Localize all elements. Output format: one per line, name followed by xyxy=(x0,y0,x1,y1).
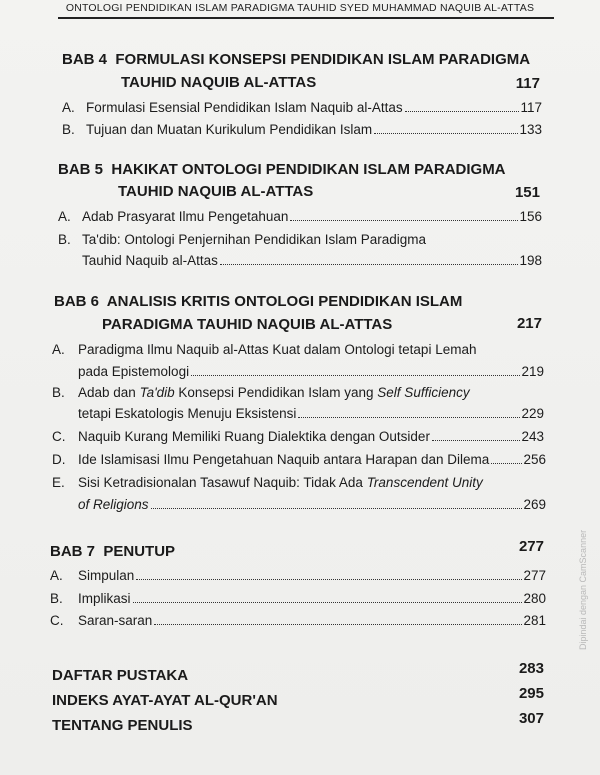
chapter-4-page: 117 xyxy=(515,75,540,92)
toc-entry-6c[interactable] xyxy=(52,427,544,447)
chapter-number: BAB 5 xyxy=(58,161,104,178)
chapter-number: BAB 6 xyxy=(54,293,100,310)
entry-text: Simpulan xyxy=(78,568,135,583)
entry-page: 229 xyxy=(521,406,544,421)
entry-page: 243 xyxy=(521,429,544,444)
toc-entry-5b[interactable] xyxy=(82,251,542,271)
entry-letter: A. xyxy=(58,209,71,224)
entry-page: 156 xyxy=(519,209,542,224)
entry-text: Implikasi xyxy=(78,591,131,606)
chapter-title: FORMULASI KONSEPSI PENDIDIKAN ISLAM PARADIGMA xyxy=(115,51,531,68)
chapter-6-heading[interactable] xyxy=(54,292,462,312)
dot-leader xyxy=(191,375,520,376)
entry-page: 269 xyxy=(523,497,546,512)
entry-letter: B. xyxy=(62,122,75,137)
chapter-5-heading[interactable] xyxy=(58,160,506,180)
entry-letter: B. xyxy=(52,385,65,400)
chapter-4-heading[interactable] xyxy=(62,50,530,70)
entry-text: Adab dan xyxy=(78,385,140,400)
dot-leader xyxy=(405,111,520,112)
entry-page: 277 xyxy=(523,568,546,583)
chapter-5-page: 151 xyxy=(514,184,540,201)
back-matter-bibliography-page: 283 xyxy=(518,660,544,677)
entry-letter: E. xyxy=(52,475,65,490)
entry-text: Tauhid Naquib al-Attas xyxy=(82,253,218,268)
chapter-title: ANALISIS KRITIS ONTOLOGI PENDIDIKAN ISLAM xyxy=(106,293,463,310)
entry-text: Adab Prasyarat Ilmu Pengetahuan xyxy=(82,209,289,224)
dot-leader xyxy=(491,463,522,464)
toc-entry-6e-line1[interactable] xyxy=(52,473,542,493)
chapter-number: BAB 4 xyxy=(62,51,108,68)
toc-entry-7b[interactable] xyxy=(50,589,546,609)
entry-page: 281 xyxy=(523,613,546,628)
entry-text: Paradigma Ilmu Naquib al-Attas Kuat dalam Ontologi tetapi Lemah xyxy=(78,342,477,357)
toc-entry-6b[interactable] xyxy=(78,404,544,424)
entry-text-italic: Ta'dib xyxy=(139,385,175,400)
entry-text: Ta'dib: Ontologi Penjernihan Pendidikan Islam Paradigma xyxy=(82,232,427,247)
entry-page: 133 xyxy=(519,122,542,137)
chapter-title: PENUTUP xyxy=(103,543,176,560)
entry-page: 117 xyxy=(520,100,542,115)
entry-letter: C. xyxy=(52,429,66,444)
chapter-title: HAKIKAT ONTOLOGI PENDIDIKAN ISLAM PARADIGMA xyxy=(111,161,506,178)
chapter-6-title-cont: PARADIGMA TAUHID NAQUIB AL-ATTAS xyxy=(102,316,393,333)
entry-text-italic: of Religions xyxy=(78,497,149,512)
entry-page: 219 xyxy=(521,364,544,379)
entry-text: Ide Islamisasi Ilmu Pengetahuan Naquib antara Harapan dan Dilema xyxy=(78,452,490,467)
entry-page: 280 xyxy=(523,591,546,606)
toc-entry-4b[interactable] xyxy=(62,120,542,140)
chapter-5-title-cont: TAUHID NAQUIB AL-ATTAS xyxy=(118,183,314,200)
entry-letter: C. xyxy=(50,613,64,628)
entry-text-italic: Self Sufficiency xyxy=(377,385,470,400)
entry-text: Konsepsi Pendidikan Islam yang xyxy=(174,385,378,400)
dot-leader xyxy=(151,508,523,509)
entry-letter: B. xyxy=(58,232,71,247)
dot-leader xyxy=(136,579,522,580)
toc-entry-7a[interactable] xyxy=(50,566,546,586)
dot-leader xyxy=(154,624,522,625)
toc-entry-6d[interactable] xyxy=(52,450,546,470)
toc-entry-7c[interactable] xyxy=(50,611,546,631)
toc-entry-5b-line1[interactable] xyxy=(58,230,542,250)
back-matter-about-author[interactable]: TENTANG PENULIS xyxy=(52,717,193,734)
entry-text: Formulasi Esensial Pendidikan Islam Naquib al-Attas xyxy=(86,100,403,115)
scanner-watermark: Dipindai dengan CamScanner xyxy=(578,529,588,650)
entry-letter: A. xyxy=(50,568,63,583)
back-matter-quran-index-page: 295 xyxy=(518,685,544,702)
dot-leader xyxy=(133,602,523,603)
toc-entry-4a[interactable] xyxy=(62,98,542,118)
toc-entry-6a-line1[interactable] xyxy=(52,340,542,360)
running-header: ONTOLOGI PENDIDIKAN ISLAM PARADIGMA TAUHID SYED MUHAMMAD NAQUIB AL-ATTAS xyxy=(65,2,535,14)
chapter-6-page: 217 xyxy=(516,315,542,332)
toc-entry-5a[interactable] xyxy=(58,207,542,227)
toc-entry-6b-line1[interactable] xyxy=(52,383,542,403)
back-matter-bibliography[interactable]: DAFTAR PUSTAKA xyxy=(52,667,189,684)
entry-letter: A. xyxy=(62,100,75,115)
entry-text: Sisi Ketradisionalan Tasawuf Naquib: Tidak Ada xyxy=(78,475,367,490)
entry-text: Naquib Kurang Memiliki Ruang Dialektika dengan Outsider xyxy=(78,429,430,444)
chapter-7-heading[interactable] xyxy=(50,542,175,562)
entry-letter: B. xyxy=(50,591,63,606)
dot-leader xyxy=(374,133,518,134)
dot-leader xyxy=(220,264,519,265)
entry-text: tetapi Eskatologis Menuju Eksistensi xyxy=(78,406,297,421)
chapter-4-title-cont: TAUHID NAQUIB AL-ATTAS xyxy=(121,74,317,91)
back-matter-quran-index[interactable]: INDEKS AYAT-AYAT AL-QUR'AN xyxy=(52,692,278,709)
entry-text-italic: Transcendent Unity xyxy=(366,475,483,490)
entry-page: 256 xyxy=(523,452,546,467)
entry-text: Saran-saran xyxy=(78,613,153,628)
chapter-7-page: 277 xyxy=(518,538,544,555)
toc-entry-6e[interactable] xyxy=(78,495,546,515)
entry-letter: D. xyxy=(52,452,66,467)
chapter-number: BAB 7 xyxy=(50,543,96,560)
dot-leader xyxy=(432,440,521,441)
entry-page: 198 xyxy=(519,253,542,268)
entry-text: pada Epistemologi xyxy=(78,364,190,379)
entry-text: Tujuan dan Muatan Kurikulum Pendidikan Islam xyxy=(86,122,373,137)
back-matter-about-author-page: 307 xyxy=(518,710,544,727)
toc-entry-6a[interactable] xyxy=(78,362,544,382)
entry-letter: A. xyxy=(52,342,65,357)
dot-leader xyxy=(298,417,520,418)
dot-leader xyxy=(290,220,518,221)
